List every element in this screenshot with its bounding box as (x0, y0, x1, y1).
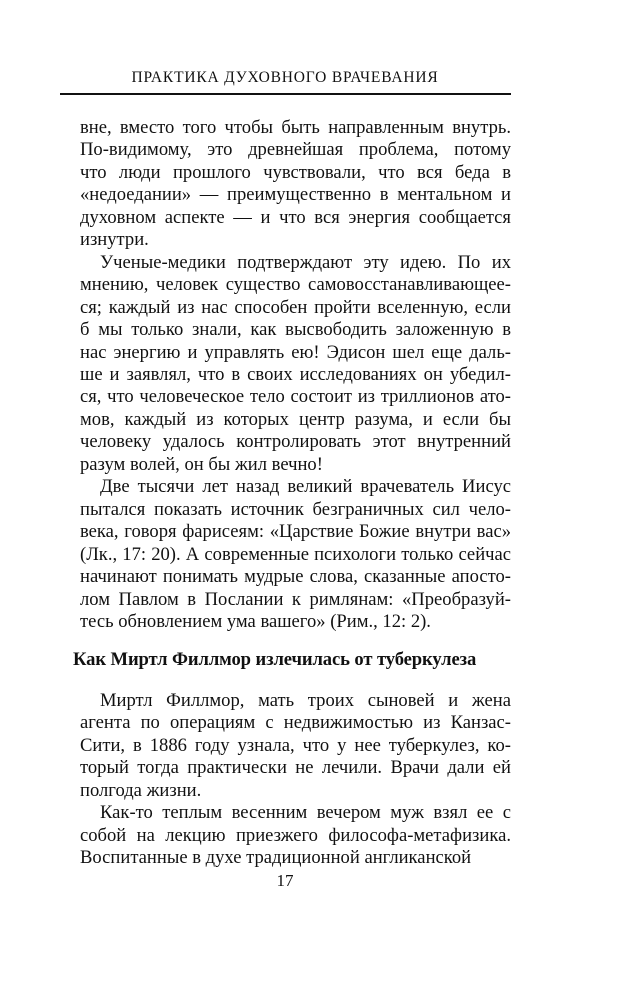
text-line: агента по операциям с недвижимостью из Канзас- (80, 712, 511, 734)
running-head: ПРАКТИКА ДУХОВНОГО ВРАЧЕВАНИЯ (131, 69, 439, 86)
section-title: Как Миртл Филлмор излечилась от туберкулеза (73, 649, 477, 670)
text-line: начинают понимать мудрые слова, сказанные апосто- (80, 566, 511, 588)
paragraph (80, 802, 511, 869)
text-line: Сити, в 1886 году узнала, что у нее туберкулез, ко- (80, 734, 511, 756)
text-line: Как-то теплым весенним вечером муж взял ее с (100, 802, 511, 824)
text-line: тесь обновлением ума вашего» (Рим., 12: 2). (80, 610, 431, 632)
text-line: Ученые-медики подтверждают эту идею. По их (100, 251, 511, 273)
header-rule (60, 93, 511, 95)
text-line: вне, вместо того чтобы быть направленным внутрь. (80, 117, 511, 138)
text-line: мов, каждый из которых центр разума, и если бы (80, 408, 511, 430)
text-line: века, говоря фарисеям: «Царствие Божие внутри вас» (80, 521, 511, 543)
text-line: пытался показать источник безграничных сил чело- (80, 498, 511, 520)
text-line: изнутри. (80, 229, 149, 251)
text-line: собой на лекцию приезжего философа-метафизика. (80, 824, 511, 846)
text-line: разум волей, он бы жил вечно! (80, 453, 323, 475)
text-line: духовном аспекте — и что вся энергия сообщается (80, 206, 511, 228)
text-line: ся; каждый из нас способен пройти вселенную, если (80, 296, 511, 318)
text-line: (Лк., 17: 20). А современные психологи только сейчас (80, 543, 511, 565)
paragraph (80, 252, 511, 477)
body-text-before-section (80, 117, 511, 633)
text-line: лом Павлом в Послании к римлянам: «Преобразуй- (80, 588, 511, 610)
text-line: полгода жизни. (80, 779, 202, 801)
text-line: По-видимому, это древнейшая проблема, потому (80, 139, 511, 161)
text-line: Миртл Филлмор, мать троих сыновей и жена (100, 690, 511, 711)
text-line: мнению, человек существо самовосстанавливающее- (80, 274, 511, 296)
paragraph (80, 476, 511, 633)
text-line: «недоедании» — преимущественно в ментальном и (80, 184, 511, 206)
text-line: Воспитанные в духе традиционной англиканской (80, 847, 472, 869)
body-text-after-section (80, 690, 511, 870)
text-line: торый тогда практически не лечили. Врачи дали ей (80, 757, 511, 779)
text-line: нас энергию и управлять ею! Эдисон шел еще даль- (80, 341, 511, 363)
text-line: б мы только знали, как высвободить заложенную в (80, 319, 511, 341)
text-line: Две тысячи лет назад великий врачеватель Иисус (100, 476, 511, 498)
text-line: ся, что человеческое тело состоит из триллионов ато- (80, 386, 511, 408)
text-line: человеку удалось контролировать этот внутренний (80, 431, 511, 453)
paragraph (80, 690, 511, 802)
text-line: ше и заявлял, что в своих исследованиях он убедил- (80, 363, 511, 385)
text-line: что люди прошлого чувствовали, что вся беда в (80, 161, 511, 183)
paragraph (80, 117, 511, 252)
page-number: 17 (276, 871, 294, 890)
